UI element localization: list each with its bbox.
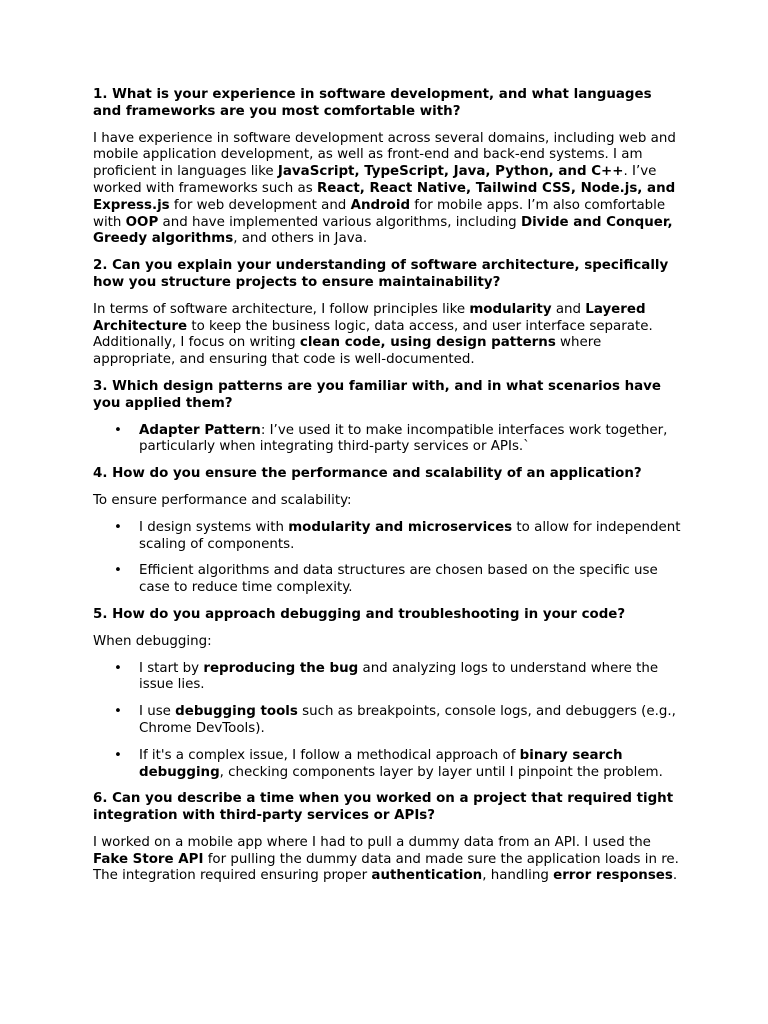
text-run: to allow for independent scaling of components. xyxy=(139,519,681,552)
answer-paragraph xyxy=(93,302,683,369)
text-run: to keep the business logic, data access, and user interface separate. Additionally, I focus on writing xyxy=(93,318,653,351)
text-run: I use xyxy=(139,704,176,720)
bullet-icon: • xyxy=(114,660,122,676)
bullet-icon: • xyxy=(114,704,122,720)
text-run: for web development and xyxy=(169,197,351,213)
bold-text-run: error responses xyxy=(553,868,673,884)
bullet-icon: • xyxy=(114,747,122,763)
bold-text-run: reproducing the bug xyxy=(203,660,359,676)
answer-paragraph xyxy=(93,634,683,651)
text-run: I start by xyxy=(139,660,204,676)
text-run: and xyxy=(551,301,586,317)
question-heading: 1. What is your experience in software development, and what languages and frameworks are you most comfortable with? xyxy=(93,87,652,119)
text-run: I design systems with xyxy=(139,519,289,535)
bold-text-run: authentication xyxy=(371,868,483,884)
bold-text-run: debugging tools xyxy=(175,704,298,720)
text-run: : I’ve used it to make incompatible interfaces work together, particularly when integrating third-party services or APIs.` xyxy=(139,422,668,455)
bullet-item xyxy=(93,704,683,738)
bullet-item xyxy=(93,563,683,597)
text-run: and analyzing logs to understand where the issue lies. xyxy=(139,660,659,693)
bullet-list xyxy=(93,520,683,597)
bold-text-run: OOP xyxy=(125,214,159,230)
text-run: where appropriate, and ensuring that code is well-documented. xyxy=(93,335,602,368)
bullet-icon: • xyxy=(114,563,122,579)
text-run: If it's a complex issue, I follow a methodical approach of xyxy=(139,747,520,763)
question-heading: 2. Can you explain your understanding of software architecture, specifically how you structure projects to ensure maintainability? xyxy=(93,258,669,290)
text-run: and have implemented various algorithms, including xyxy=(158,214,521,230)
bold-text-run: JavaScript, TypeScript, Java, Python, and C++ xyxy=(277,164,624,180)
text-run: . xyxy=(672,868,678,884)
text-run: I worked on a mobile app where I had to pull a dummy data from an API. I used the xyxy=(93,834,651,850)
bold-text-run: Fake Store API xyxy=(93,851,204,867)
bullet-icon: • xyxy=(114,519,122,535)
bullet-item xyxy=(93,520,683,554)
bullet-item xyxy=(93,661,683,695)
text-run: I have experience in software development across several domains, including web and mobile application development, as well as front-end and back-end systems. I am proficient in languages like xyxy=(93,130,676,180)
text-run: In terms of software architecture, I follow principles like xyxy=(93,301,470,317)
text-run: such as breakpoints, console logs, and debuggers (e.g., Chrome DevTools). xyxy=(139,704,676,736)
text-run: . I’ve worked with frameworks such as xyxy=(93,164,657,196)
text-run: , and others in Java. xyxy=(233,231,368,247)
question-heading: 6. Can you describe a time when you worked on a project that required tight integration with third-party services or APIs? xyxy=(93,791,674,824)
bold-text-run: modularity xyxy=(469,301,552,317)
text-run: , checking components layer by layer until I pinpoint the problem. xyxy=(219,764,663,780)
text-run: , handling xyxy=(482,868,554,884)
bold-text-run: modularity and microservices xyxy=(288,519,513,535)
answer-paragraph xyxy=(93,493,683,510)
bold-text-run: binary search debugging xyxy=(139,747,623,780)
bold-text-run: clean code, using design patterns xyxy=(299,335,556,351)
text-run: To ensure performance and scalability: xyxy=(93,492,352,508)
text-run: for pulling the dummy data and made sure the application loads in re. The integration required ensuring proper xyxy=(93,851,679,884)
bullet-list xyxy=(93,423,683,457)
question-heading: 3. Which design patterns are you familiar with, and in what scenarios have you applied them? xyxy=(93,378,661,411)
bold-text-run: React, React Native, Tailwind CSS, Node.js, and Express.js xyxy=(93,180,676,213)
bullet-item xyxy=(93,423,683,457)
bullet-list xyxy=(93,661,683,782)
bold-text-run: Layered Architecture xyxy=(93,301,646,334)
answer-paragraph xyxy=(93,131,683,249)
text-run: When debugging: xyxy=(93,633,212,649)
answer-paragraph xyxy=(93,835,683,885)
bullet-item xyxy=(93,748,683,782)
text-run: Efficient algorithms and data structures are chosen based on the specific use case to reduce time complexity. xyxy=(139,563,658,596)
bold-text-run: Divide and Conquer, Greedy algorithms xyxy=(93,214,673,247)
question-heading: 5. How do you approach debugging and troubleshooting in your code? xyxy=(93,606,626,622)
text-run: for mobile apps. I’m also comfortable with xyxy=(93,197,666,230)
bullet-icon: • xyxy=(114,422,122,438)
question-heading: 4. How do you ensure the performance and scalability of an application? xyxy=(93,466,642,482)
document-page xyxy=(93,87,683,895)
bold-text-run: Adapter Pattern xyxy=(139,422,261,438)
bold-text-run: Android xyxy=(350,197,411,213)
